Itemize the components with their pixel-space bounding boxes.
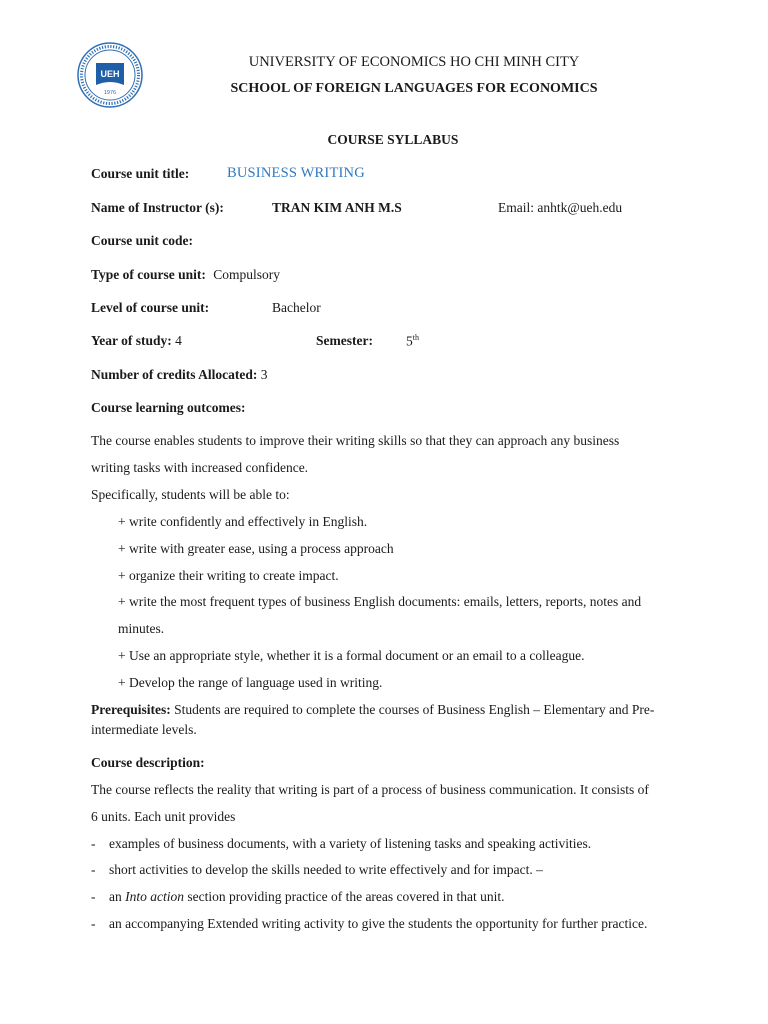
outcome-item: + write the most frequent types of business English documents: emails, letters, reports, notes and — [118, 594, 642, 609]
credits-row — [91, 367, 267, 383]
outcome-item: + write confidently and effectively in English. — [118, 514, 368, 529]
outcome-item-continued: minutes. — [118, 621, 165, 636]
dash-marker: - — [91, 862, 96, 877]
outcome-item: + organize their writing to create impact. — [118, 568, 339, 583]
dash-marker: - — [91, 836, 96, 851]
instructor-label: Name of Instructor (s): — [91, 200, 224, 215]
dash-marker: - — [91, 889, 96, 904]
description-bullet: examples of business documents, with a variety of listening tasks and speaking activities. — [109, 836, 592, 851]
logo-year: 1976 — [103, 90, 117, 96]
prerequisites-line1 — [91, 702, 654, 718]
semester-label: Semester: — [316, 333, 373, 348]
description-bullet — [109, 889, 505, 905]
bullet3-prefix: an — [109, 889, 126, 904]
course-type-label: Type of course unit: — [91, 267, 206, 282]
bullet3-italic: Into action — [125, 889, 184, 904]
outcomes-heading: Course learning outcomes: — [91, 400, 246, 415]
year-value: 4 — [175, 333, 182, 348]
outcome-item: + Use an appropriate style, whether it is a formal document or an email to a colleague. — [118, 648, 585, 663]
semester-value-wrap — [406, 333, 419, 350]
prerequisites-text: Students are required to complete the courses of Business English – Elementary and Pre- — [170, 702, 655, 717]
outcomes-intro-line1: The course enables students to improve their writing skills so that they can approach any business — [91, 433, 620, 448]
outcome-item: + write with greater ease, using a process approach — [118, 541, 394, 556]
credits-value: 3 — [260, 367, 268, 382]
semester-suffix: th — [412, 333, 419, 342]
university-name: UNIVERSITY OF ECONOMICS HO CHI MINH CITY — [248, 54, 580, 70]
description-heading: Course description: — [91, 755, 205, 770]
credits-label: Number of credits Allocated: — [91, 367, 258, 382]
description-line1: The course reflects the reality that writing is part of a process of business communication. It consists of — [91, 782, 649, 797]
dash-marker: - — [91, 916, 96, 931]
instructor-value: TRAN KIM ANH M.S — [272, 200, 402, 215]
outcomes-intro-line2: writing tasks with increased confidence. — [91, 460, 309, 475]
course-code-label: Course unit code: — [91, 233, 193, 248]
school-name: SCHOOL OF FOREIGN LANGUAGES FOR ECONOMICS — [230, 81, 598, 96]
university-logo — [76, 41, 144, 109]
description-bullet: short activities to develop the skills needed to write effectively and for impact. – — [109, 862, 543, 877]
document-title: COURSE SYLLABUS — [327, 132, 459, 147]
instructor-email: Email: anhtk@ueh.edu — [498, 200, 623, 215]
logo-letters: UEH — [100, 69, 120, 79]
outcomes-specifically: Specifically, students will be able to: — [91, 487, 290, 502]
course-type-row — [91, 267, 280, 283]
year-label: Year of study: — [91, 333, 172, 348]
description-bullet: an accompanying Extended writing activity to give the students the opportunity for further practice. — [109, 916, 648, 931]
course-title-label: Course unit title: — [91, 166, 190, 181]
outcome-item: + Develop the range of language used in writing. — [118, 675, 383, 690]
semester-value: 5 — [406, 333, 413, 349]
course-type-value: Compulsory — [213, 267, 281, 282]
prerequisites-line2: intermediate levels. — [91, 722, 197, 737]
description-line2: 6 units. Each unit provides — [91, 809, 236, 824]
course-level-value: Bachelor — [272, 300, 321, 315]
course-level-label: Level of course unit: — [91, 300, 210, 315]
prerequisites-label: Prerequisites: — [91, 702, 171, 717]
course-title-value: BUSINESS WRITING — [227, 165, 365, 181]
bullet3-suffix: section providing practice of the areas covered in that unit. — [184, 889, 505, 904]
year-row — [91, 333, 182, 349]
